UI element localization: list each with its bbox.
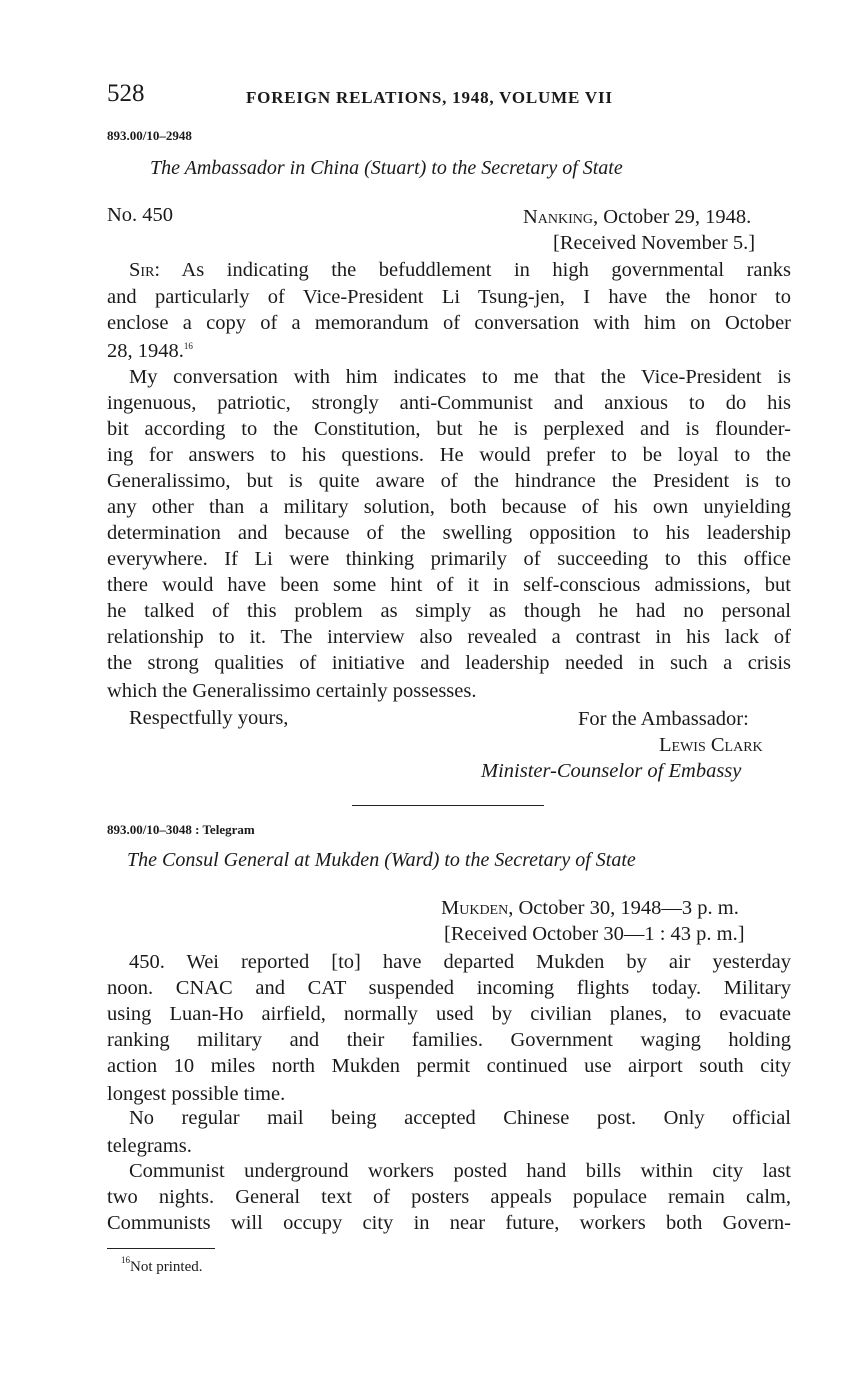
paragraph-line: 450. Wei reported [to] have departed Mukden by air yesterday	[129, 951, 791, 973]
footnote-reference: 16	[183, 341, 193, 351]
dateline	[441, 895, 739, 921]
footnote-text: Not printed.	[130, 1259, 203, 1275]
paragraph-line: ranking military and their families. Government waging holding	[107, 1029, 791, 1051]
signer-name: Lewis Clark	[659, 734, 763, 756]
paragraph-line: Communist underground workers posted hand bills within city last	[129, 1160, 791, 1182]
paragraph-line: Sir: As indicating the befuddlement in high governmental ranks	[129, 259, 791, 281]
paragraph-line: No regular mail being accepted Chinese post. Only official	[129, 1107, 791, 1129]
dateline-place: Nanking	[523, 206, 594, 228]
paragraph-line: and particularly of Vice-President Li Tsung-jen, I have the honor to	[107, 286, 791, 308]
paragraph-line: everywhere. If Li were thinking primarily of succeeding to this office	[107, 548, 791, 570]
paragraph-line: ingenuous, patriotic, strongly anti-Communist and anxious to do his	[107, 392, 791, 414]
salutation: Sir	[129, 259, 155, 281]
file-reference: 893.00/10–3048 : Telegram	[107, 822, 255, 837]
received-line: [Received October 30—1 : 43 p. m.]	[444, 923, 745, 945]
paragraph-line: longest possible time.	[107, 1083, 286, 1105]
footnote-number: 16	[121, 1255, 130, 1265]
file-reference: 893.00/10–2948	[107, 128, 192, 143]
paragraph-line: enclose a copy of a memorandum of conversation with him on October	[107, 312, 791, 334]
paragraph-line: which the Generalissimo certainly possesses.	[107, 680, 477, 702]
document-title: The Consul General at Mukden (Ward) to the Secretary of State	[127, 849, 636, 871]
paragraph-line: Communists will occupy city in near future, workers both Govern-	[107, 1212, 791, 1234]
paragraph-line: any other than a military solution, both because of his own unyielding	[107, 496, 791, 518]
paragraph-line: he talked of this problem as simply as though he had no personal	[107, 600, 791, 622]
paragraph-line: ing for answers to his questions. He would prefer to be loyal to the	[107, 444, 791, 466]
running-title: FOREIGN RELATIONS, 1948, VOLUME VII	[246, 88, 613, 107]
document-title: The Ambassador in China (Stuart) to the Secretary of State	[150, 157, 623, 179]
page-number: 528	[107, 80, 145, 107]
paragraph-line: telegrams.	[107, 1135, 192, 1157]
document-number: No. 450	[107, 204, 174, 226]
signer-title: Minister-Counselor of Embassy	[481, 760, 742, 782]
paragraph-line: two nights. General text of posters appeals populace remain calm,	[107, 1186, 791, 1208]
paragraph-line: My conversation with him indicates to me that the Vice-President is	[129, 366, 791, 388]
paragraph-line: the strong qualities of initiative and leadership needed in such a crisis	[107, 652, 791, 674]
signature-for-line: For the Ambassador:	[578, 708, 749, 730]
received-line: [Received November 5.]	[553, 232, 756, 254]
paragraph-line: bit according to the Constitution, but he is perplexed and is flounder-	[107, 418, 791, 440]
paragraph-line: using Luan-Ho airfield, normally used by civilian planes, to evacuate	[107, 1003, 791, 1025]
paragraph-line: 28, 1948.16	[107, 340, 193, 362]
dateline-date: , October 29, 1948.	[593, 206, 752, 228]
closing: Respectfully yours,	[129, 707, 289, 729]
paragraph-line: noon. CNAC and CAT suspended incoming flights today. Military	[107, 977, 791, 999]
paragraph-line: Generalissimo, but is quite aware of the hindrance the President is to	[107, 470, 791, 492]
paragraph-line: relationship to it. The interview also revealed a contrast in his lack of	[107, 626, 791, 648]
paragraph-line: determination and because of the swelling opposition to his leadership	[107, 522, 791, 544]
dateline	[523, 204, 751, 230]
dateline-place: Mukden	[441, 897, 509, 919]
footnote	[121, 1255, 203, 1276]
section-divider	[352, 805, 544, 806]
dateline-date: , October 30, 1948—3 p. m.	[508, 897, 739, 919]
paragraph-line: there would have been some hint of it in self-conscious admissions, but	[107, 574, 791, 596]
paragraph-line: action 10 miles north Mukden permit continued use airport south city	[107, 1055, 791, 1077]
footnote-divider	[107, 1248, 215, 1249]
